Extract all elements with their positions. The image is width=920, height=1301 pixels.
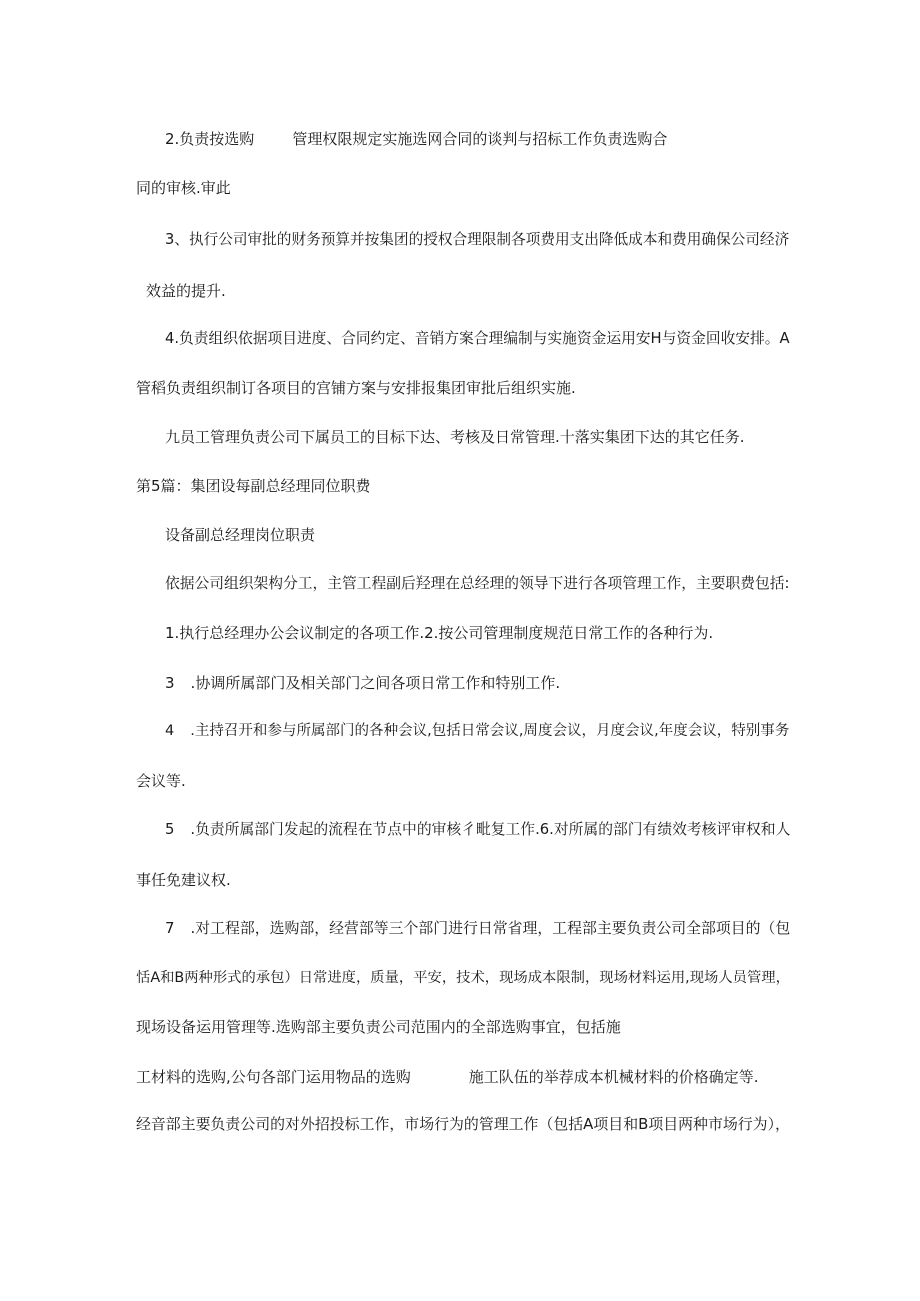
paragraph-line: 经音部主要负责公司的对外招投标工作，市场行为的管理工作（包括A项目和B项目两种市场行为）， xyxy=(136,1115,790,1133)
paragraph-line: 同的审核.审此 xyxy=(136,179,231,197)
paragraph-line xyxy=(165,918,790,938)
paragraph-line: 效益的提升. xyxy=(146,282,226,300)
paragraph-line: 恬A和B两种形式的承包）日常进度，质量，平安，技术，现场成本限制，现场材料运用,现场人员管理， xyxy=(136,970,790,986)
paragraph-line: 4.负责组织依据项目进度、合同约定、音销方案合理编制与实施资金运用安H与资金回收安排。A xyxy=(165,330,790,347)
item-text: .对工程部，选购部，经营部等三个部门进行日常省理，工程部主要负责公司全部项目的（包 xyxy=(190,919,791,937)
item-text: .主持召开和参与所属部门的各种会议,包括日常会议,周度会议，月度会议,年度会议，特别事务 xyxy=(190,723,790,739)
paragraph-line xyxy=(165,721,789,741)
paragraph-line xyxy=(165,129,667,149)
line-part-2: 施工队伍的举荐成本机械材料的价格确定等. xyxy=(468,1068,759,1086)
line-part-1: 工材料的选购,公句各部门运用物品的选购 xyxy=(136,1068,411,1086)
paragraph-line: 现场设备运用管理等.选购部主要负责公司范围内的全部选购事宜，包括施 xyxy=(136,1018,621,1036)
paragraph-line: 九员工管理负责公司下属员工的目标下达、考核及日常管理.十落实集团下达的其它任务. xyxy=(165,428,745,446)
item-2-text: 管理权限规定实施选网合同的谈判与招标工作负责选购合 xyxy=(292,130,668,148)
subsection-title: 设备副总经理岗位职责 xyxy=(165,526,316,544)
paragraph-line: 1.执行总经理办公会议制定的各项工作.2.按公司管理制度规范日常工作的各种行为. xyxy=(165,624,714,642)
item-number: 5 xyxy=(165,821,175,838)
paragraph-line xyxy=(165,673,560,693)
paragraph-line xyxy=(136,1067,759,1087)
item-text: .负责所属部门发起的流程在节点中的审核彳毗复工作.6.对所属的部门有绩效考核评审权和人 xyxy=(190,821,791,838)
paragraph-line: 依据公司组织架构分工，主管工程副后羟理在总经理的领导下进行各项管理工作，主要职费包括: xyxy=(165,575,790,592)
item-number: 4 xyxy=(165,723,175,739)
paragraph-line: 管稻负责组织制订各项目的宫铺方案与安排报集团审批后组织实施. xyxy=(136,379,576,397)
section-heading: 第5篇：集团设每副总经理同位职费 xyxy=(136,477,371,495)
paragraph-line: 3、执行公司审批的财务预算并按集团的授权合理限制各项费用支出降低成本和费用确保公司经济 xyxy=(165,231,790,248)
paragraph-line xyxy=(165,820,790,840)
item-2-lead: 2.负责按选购 xyxy=(165,130,255,148)
item-number: 3 xyxy=(165,674,175,692)
item-number: 7 xyxy=(165,919,175,937)
item-text: .协调所属部门及相关部门之间各项日常工作和特别工作. xyxy=(190,674,561,692)
paragraph-line: 事任免建议权. xyxy=(136,871,231,889)
paragraph-line: 会议等. xyxy=(136,772,186,790)
